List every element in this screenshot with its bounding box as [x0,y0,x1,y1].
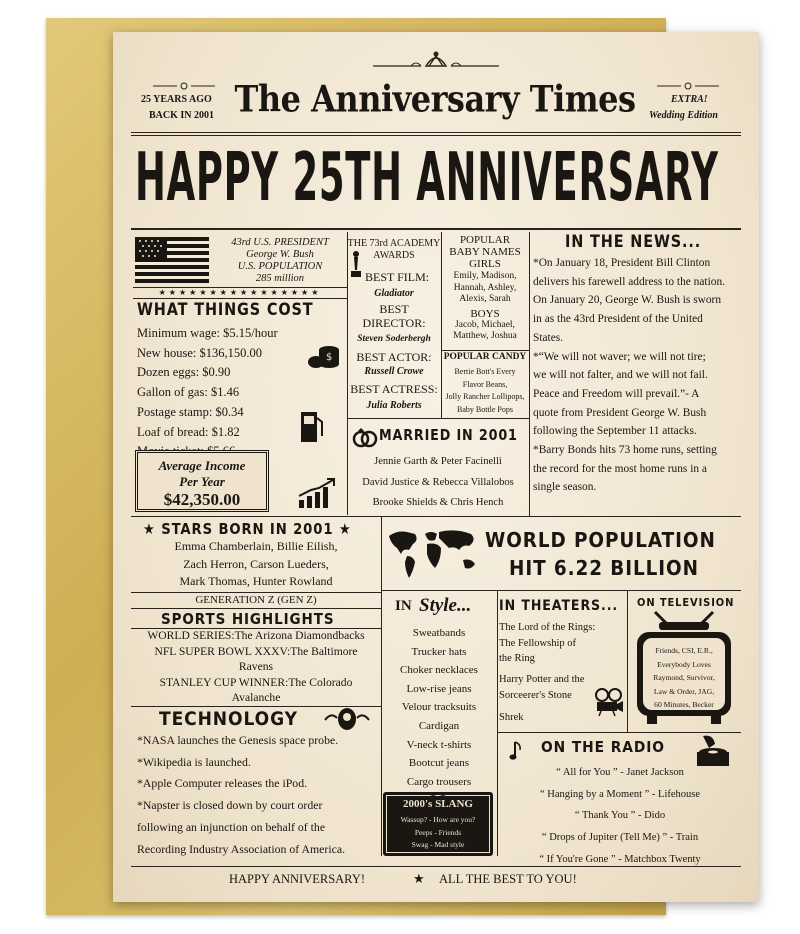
radio-song: “ If You're Gone ” - Matchbox Twenty [539,853,701,865]
television-title: ON TELEVISION [637,596,735,609]
style-item: Trucker hats [411,645,467,658]
style-item: Sweatbands [412,627,466,639]
president-block [213,237,347,285]
wedding-rings-icon [351,426,379,448]
style-item: Choker necklaces [400,664,478,677]
president-line1: 43rd U.S. PRESIDENT [231,237,329,248]
candy-item: Flavor Beans, [462,379,508,389]
svg-text:$: $ [326,352,333,363]
best-actress-label: BEST ACTRESS: [350,382,438,396]
sports-line: Avalanche [231,691,281,704]
sports-line: WORLD SERIES:The Arizona Diamondbacks [147,629,365,642]
stars-list [131,538,381,591]
coin-stack-icon [307,340,341,370]
style-item: Cargo trousers [406,775,472,788]
president-line4: 285 million [255,273,305,284]
best-director: Steven Soderbergh [357,334,431,344]
anniversary-newspaper-card [113,32,759,902]
slang-title: 2000's SLANG [403,798,473,810]
tv-line: Everybody Loves [657,659,711,669]
theater-line: Harry Potter and the [499,674,585,685]
candy-list [441,366,529,416]
masthead-left-line2: BACK IN 2001 [149,110,215,121]
masthead-title: The Anniversary Times [234,77,636,121]
footer-left-text: HAPPY ANNIVERSARY! [229,872,366,886]
style-title-script: Style... [419,595,472,616]
star-divider: ★★★★★★★★★★★★★★★★ [133,287,347,299]
footer-right-text: ALL THE BEST TO YOU! [439,872,577,886]
radio-song: “ Drops of Jupiter (Tell Me) ” - Train [541,832,699,844]
news-line: following the September 11 attacks. [533,425,697,438]
gas-pump-icon [299,410,325,444]
stars-title: ★ STARS BORN IN 2001 ★ [143,520,352,538]
population-line2: HIT 6.22 BILLION [509,556,699,580]
cost-item: Dozen eggs: $0.90 [137,365,231,380]
academy-title-line2: AWARDS [373,250,415,261]
news-title: IN THE NEWS... [565,232,702,252]
theater-line: Sorceerer's Stone [499,689,572,701]
married-couple: Brooke Shields & Chris Hench [372,497,504,508]
married-couple: Jennie Garth & Peter Facinelli [374,456,502,467]
boys-names: Jacob, Michael, [455,319,515,330]
tv-line: Raymond, Survivor, [653,673,715,683]
technology-line: *NASA launches the Genesis space probe. [137,733,339,747]
costs-list [137,324,278,462]
news-line: single season. [533,481,597,494]
cost-item: Gallon of gas: $1.46 [137,385,240,400]
best-director-label1: BEST [379,302,409,316]
film-projector-icon [593,688,625,716]
masthead-left-line1: 25 YEARS AGO [141,94,212,105]
best-actor-label: BEST ACTOR: [356,350,432,364]
television-list [643,644,725,712]
cost-item: New house: $136,150.00 [137,345,262,360]
slang-item: Swag - Mad style [411,840,465,849]
tv-line: Law & Order, JAG, [653,686,715,696]
radio-list [499,762,741,871]
theater-line: The Fellowship of [499,637,576,649]
academy-title-line1: THE 73rd ACADEMY [347,238,441,249]
sports-title: SPORTS HIGHLIGHTS [161,610,335,628]
income-label2: Per Year [179,474,225,489]
technology-title: TECHNOLOGY [159,708,298,730]
tv-line: Friends, CSI, E.R., [655,646,713,655]
style-item: Cardigan [418,719,460,732]
girls-label: GIRLS [469,258,501,270]
theaters-film3: Shrek [499,712,524,723]
news-line: in as the 43rd President of the United [533,313,703,326]
headline: HAPPY 25TH ANNIVERSARY [135,140,719,217]
tv-line: 60 Minutes, Becker [654,700,714,710]
theaters-film1 [499,620,595,667]
girls-names: Alexis, Sarah [459,294,511,304]
stars-line: Emma Chamberlain, Billie Eilish, [174,539,338,553]
sports-line: Ravens [238,660,274,673]
news-line: States. [533,331,564,344]
footer-star: ★ [413,871,425,886]
married-title: MARRIED IN 2001 [379,426,518,444]
girls-names: Emily, Madison, [453,271,517,281]
candy-item: Bertie Bott's Every [454,367,516,376]
candy-title: POPULAR CANDY [443,352,527,362]
technology-list [137,730,345,860]
style-title-prefix: IN [395,598,412,614]
oscar-statue-icon [349,250,363,278]
married-list [347,452,529,514]
technology-line: *Wikipedia is launched. [137,754,251,769]
best-actor: Russell Crowe [364,366,424,377]
sports-list [131,628,381,706]
cost-item: Minimum wage: $5.15/hour [137,326,278,340]
masthead-left-ornament [153,76,215,86]
us-flag-icon [135,237,209,283]
news-line: *Barry Bonds hits 73 home runs, setting [533,444,717,457]
radio-song: “ Thank You ” - Dido [574,810,666,822]
news-line: delivers his farewell address to the nation. [533,275,726,288]
style-item: Bootcut jeans [408,757,470,770]
style-item: Low-rise jeans [406,682,472,695]
news-line: quote from President George W. Bush [533,406,707,419]
costs-title: WHAT THINGS COST [137,300,314,320]
technology-line: *Apple Computer releases the iPod. [137,776,308,791]
population-line1: WORLD POPULATION [485,528,716,552]
news-line: *“We will not waver; we will not tire; [533,350,706,363]
girls-names: Hannah, Ashley, [453,282,517,293]
sports-line: STANLEY CUP WINNER:The Colorado [159,675,353,689]
income-label1: Average Income [158,458,246,473]
masthead-right-ornament [657,76,719,86]
baby-names-block [441,234,529,343]
news-line: Peace and Freedom will prevail.”- A [533,387,700,400]
style-item: Velour tracksuits [401,701,477,714]
world-map-icon [385,526,481,582]
masthead-right-line1: EXTRA! [671,94,708,105]
boys-names: Matthew, Joshua [453,331,517,341]
best-director-label2: DIRECTOR: [362,316,426,330]
growth-chart-icon [297,478,337,508]
president-line3: U.S. POPULATION [237,261,323,272]
radio-song: “ Hanging by a Moment ” - Lifehouse [539,788,701,800]
news-line: the record for the most home runs in a [533,462,707,475]
married-couple: David Justice & Rebecca Villalobos [362,476,514,488]
cost-item: Loaf of bread: $1.82 [137,424,240,439]
music-note-icon [509,740,523,762]
tech-emblem-icon [323,706,371,732]
radio-title: ON THE RADIO [541,738,665,756]
stars-line: Mark Thomas, Hunter Rowland [179,574,333,588]
crown-ornament-icon [371,48,501,72]
technology-line: Recording Industry Association of America. [137,841,346,856]
news-body [533,254,725,497]
boys-label: BOYS [470,307,500,320]
theater-line: the Ring [499,653,535,664]
stars-line: Zach Herron, Carson Lueders, [183,556,329,571]
radio-song: “ All for You ” - Janet Jackson [556,767,684,778]
theaters-title: IN THEATERS... [499,598,619,614]
technology-line: *Napster is closed down by court order [137,798,323,813]
news-line: *On January 18, President Bill Clinton [533,257,711,269]
slang-item: Peeps - Friends [414,827,462,837]
best-film-label: BEST FILM: [365,270,430,284]
best-film: Gladiator [374,288,414,299]
masthead-right-line2: Wedding Edition [649,110,718,121]
slang-sign-hanger [413,786,463,794]
style-item: V-neck t-shirts [406,738,472,751]
president-line2: George W. Bush [246,249,314,260]
sports-line: NFL SUPER BOWL XXXV:The Baltimore [154,644,358,658]
technology-line: following an injunction on behalf of the [137,819,326,834]
style-list [381,624,497,791]
income-value: $42,350.00 [163,490,241,509]
news-line: On January 20, George W. Bush is sworn [533,294,722,307]
baby-names-title1: POPULAR [459,234,511,246]
generation-label: GENERATION Z (GEN Z) [195,594,317,606]
theater-line: The Lord of the Rings: [499,622,596,633]
slang-item: Wassup? - How are you? [400,815,476,824]
candy-item: Baby Bottle Pops [456,404,513,414]
candy-item: Jolly Rancher Lollipops, [445,392,525,401]
theaters-film2 [499,672,584,703]
best-actress: Julia Roberts [366,400,422,411]
cost-item: Postage stamp: $0.34 [137,404,244,419]
slang-list [383,814,493,852]
news-line: we will not falter, and we will not fail. [533,369,708,382]
baby-names-title2: BABY NAMES [449,246,521,258]
